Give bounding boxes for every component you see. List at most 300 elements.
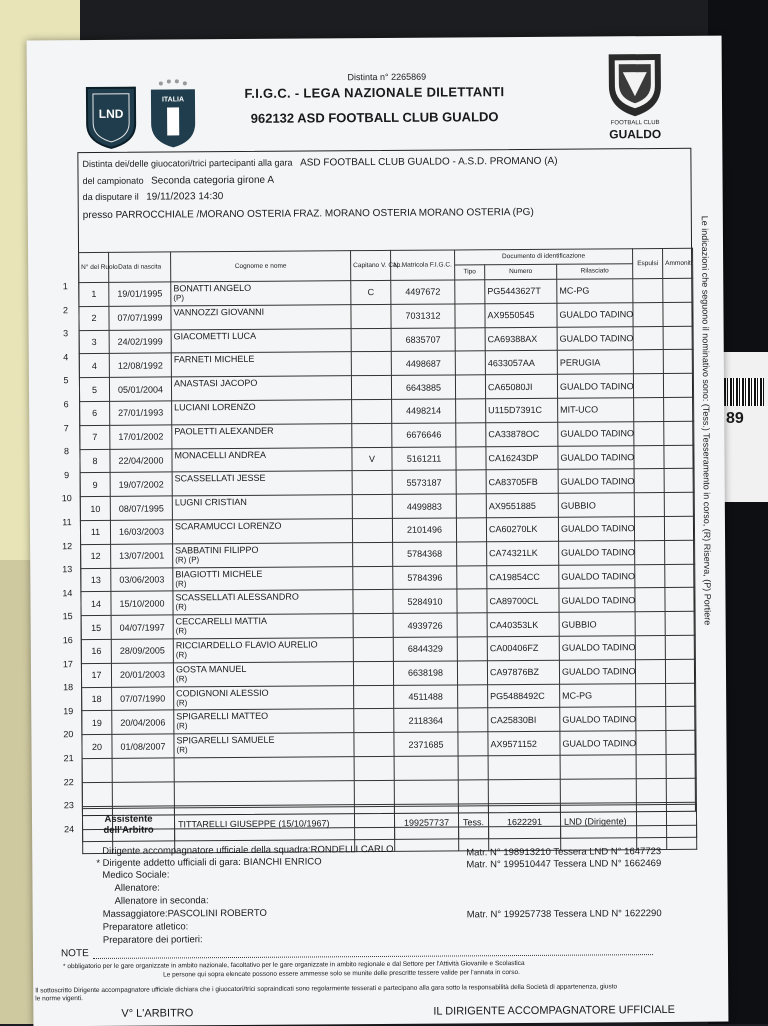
ruolo-cell: 2 [79, 306, 109, 330]
expelled-cell [634, 516, 664, 540]
doc-issuer-cell [560, 778, 636, 802]
name-cell [173, 566, 353, 591]
expelled-cell [633, 350, 663, 374]
note-label: NOTE [60, 948, 89, 960]
col-tipo: Tipo [455, 265, 485, 280]
doc-type-cell [457, 542, 487, 566]
doc-number-cell [488, 755, 560, 779]
doc-issuer-cell: GUALDO TADINO [559, 540, 635, 564]
matricola-cell: 6835707 [391, 328, 455, 352]
birth-date-cell: 20/04/2006 [112, 710, 174, 734]
distinta-number: Distinta n° 2265869 [347, 71, 427, 83]
matricola-cell: 6643885 [391, 375, 455, 399]
doc-number-cell: AX9550545 [485, 303, 557, 327]
player-name: SCASSELLATI ALESSANDRO [175, 591, 299, 603]
birth-date-cell: 07/07/1999 [109, 306, 171, 330]
expelled-cell [636, 707, 666, 731]
player-name: SPIGARELLI MATTEO [176, 711, 269, 722]
name-cell [172, 519, 352, 544]
player-name: FARNETI MICHELE [173, 354, 255, 365]
allenatore: Allenatore: [114, 882, 160, 894]
matricola-cell: 5284910 [393, 589, 457, 613]
col-nome: Cognome e nome [171, 251, 351, 282]
ruolo-cell: 7 [80, 425, 110, 449]
doc-type-cell [457, 565, 487, 589]
doc-type-cell [457, 637, 487, 661]
ruolo-cell: 20 [82, 734, 112, 758]
birth-date-cell: 04/07/1997 [111, 615, 173, 639]
ruolo-cell [82, 782, 112, 806]
name-cell [171, 281, 351, 306]
doc-issuer-cell: GUALDO TADINO [558, 469, 634, 493]
doc-type-cell [455, 351, 485, 375]
margin-row-number: 12 [62, 540, 73, 551]
captain-cell: V [352, 447, 392, 471]
name-cell [174, 757, 354, 782]
expelled-cell [636, 683, 666, 707]
margin-row-number: 9 [64, 469, 70, 480]
ruolo-cell: 18 [82, 687, 112, 711]
captain-cell [353, 614, 393, 638]
player-role: (R) [176, 745, 188, 755]
expelled-cell [634, 397, 664, 421]
venue-value: PARROCCHIALE /MORANO OSTERIA FRAZ. MORANO OSTERIA MORANO OSTERIA (PG) [115, 206, 534, 221]
name-cell [174, 780, 354, 805]
doc-type-cell [456, 446, 486, 470]
name-cell [173, 661, 353, 686]
medico-sociale: Medico Sociale: [102, 869, 170, 881]
matricola-cell: 7031312 [391, 304, 455, 328]
expelled-cell [635, 635, 665, 659]
captain-cell: C [351, 280, 391, 304]
doc-issuer-cell: GUALDO TADINO [557, 374, 633, 398]
player-name: SABBATINI FILIPPO [175, 544, 259, 556]
margin-row-number: 15 [62, 611, 73, 622]
margin-row-number: 2 [62, 304, 68, 315]
margin-row-number: 11 [62, 517, 72, 528]
matricola-cell: 4498687 [391, 351, 455, 375]
doc-issuer-cell: GUBBIO [559, 612, 635, 636]
col-ammoniti: Ammoniti [663, 248, 693, 278]
margin-row-number: 18 [63, 682, 74, 693]
official-signature-label: IL DIRIGENTE ACCOMPAGNATORE UFFICIALE [433, 1003, 676, 1018]
expelled-cell [635, 612, 665, 636]
name-cell [171, 304, 351, 329]
margin-row-number: 7 [63, 422, 69, 433]
date-value: 19/11/2023 14:30 [146, 191, 224, 203]
captain-cell [351, 304, 391, 328]
club-logo-caption: FOOTBALL CLUB [610, 120, 660, 127]
doc-type-cell [458, 779, 488, 803]
ruolo-cell: 5 [79, 378, 109, 402]
doc-issuer-cell: GUALDO TADINO [559, 659, 635, 683]
matricola-cell: 4511488 [394, 684, 458, 708]
matricola-cell: 4939726 [393, 613, 457, 637]
col-capitano: Capitano V. Cap. [351, 250, 391, 280]
player-name: SCARAMUCCI LORENZO [174, 520, 282, 532]
ruolo-cell: 15 [81, 616, 111, 640]
barcode-icon [724, 378, 764, 406]
dirigente-accompagnatore: Dirigente accompagnatore ufficiale della squadra:RONDELLI CARLO [102, 843, 394, 857]
matricola-cell: 6844329 [393, 637, 457, 661]
doc-number-cell: CA69388AX [485, 327, 557, 351]
player-role: (R) [175, 602, 187, 612]
doc-issuer-cell: GUALDO TADINO [560, 707, 636, 731]
name-cell [172, 447, 352, 472]
doc-number-cell: CA33878OC [486, 422, 558, 446]
player-name: LUCIANI LORENZO [174, 401, 256, 413]
declaration-2: le norme vigenti. [35, 995, 83, 1003]
matricola-1: Matr. N° 198913210 Tessera LND N° 1647723 [466, 846, 662, 859]
match-line-3 [83, 191, 224, 203]
booked-cell [666, 707, 696, 731]
doc-issuer-cell: GUALDO TADINO [557, 326, 633, 350]
matricola-cell: 5161211 [392, 447, 456, 471]
expelled-cell [636, 754, 666, 778]
expelled-cell [634, 493, 664, 517]
birth-date-cell: 13/07/2001 [111, 544, 173, 568]
footnote-2: Le persone qui sopra elencate possono essere ammesse solo se munite delle prescritte tessere valide per l'annata in corso. [163, 969, 520, 979]
matricola-cell: 5784368 [393, 542, 457, 566]
birth-date-cell: 22/04/2000 [110, 449, 172, 473]
birth-date-cell: 16/03/2003 [110, 520, 172, 544]
name-cell [173, 542, 353, 567]
federation-title: F.I.G.C. - LEGA NAZIONALE DILETTANTI [244, 84, 505, 101]
margin-row-number: 22 [63, 776, 74, 787]
birth-date-cell: 20/01/2003 [111, 663, 173, 687]
captain-cell [353, 542, 393, 566]
ruolo-cell: 17 [81, 663, 111, 687]
note-line [93, 954, 653, 959]
margin-row-number: 10 [61, 493, 72, 504]
player-role: (R) (P) [175, 555, 200, 565]
doc-number-cell: 4633057AA [485, 351, 557, 375]
birth-date-cell: 05/01/2004 [109, 377, 171, 401]
doc-type-cell [456, 518, 486, 542]
preparatore-atletico: Preparatore atletico: [102, 921, 189, 933]
doc-issuer-cell: GUALDO TADINO [558, 445, 634, 469]
matricola-cell: 5784396 [393, 566, 457, 590]
booked-cell [665, 659, 695, 683]
ruolo-cell: 4 [79, 354, 109, 378]
matricola-3: Matr. N° 199257738 Tessera LND N° 1622290 [466, 908, 662, 921]
margin-row-number: 6 [63, 399, 69, 410]
margin-row-number: 14 [62, 587, 73, 598]
birth-date-cell: 01/08/2007 [112, 734, 174, 758]
doc-issuer-cell: GUBBIO [558, 493, 634, 517]
margin-row-number: 19 [63, 705, 74, 716]
matricola-cell: 4498214 [392, 399, 456, 423]
championship-label: del campionato [82, 175, 144, 187]
captain-cell [353, 661, 393, 685]
assistant-tess: 1622291 [488, 805, 560, 839]
expelled-cell [635, 659, 665, 683]
birth-date-cell: 07/07/1990 [112, 686, 174, 710]
player-role: (R) [175, 650, 188, 660]
match-teams: ASD FOOTBALL CLUB GUALDO - A.S.D. PROMANO (A) [300, 155, 558, 169]
match-sheet [27, 36, 729, 1026]
player-name: PAOLETTI ALEXANDER [174, 425, 274, 437]
birth-date-cell: 08/07/1995 [110, 496, 172, 520]
captain-cell [352, 423, 392, 447]
doc-type-cell [456, 470, 486, 494]
doc-issuer-cell: PERUGIA [557, 350, 633, 374]
referee-signature-label: V° L'ARBITRO [121, 1007, 194, 1020]
player-role [177, 782, 352, 783]
captain-cell [354, 756, 394, 780]
ruolo-cell: 3 [79, 330, 109, 354]
birth-date-cell: 12/08/1992 [109, 353, 171, 377]
assistant-role: LND (Dirigente) [560, 804, 696, 838]
margin-row-number: 16 [62, 635, 73, 646]
captain-cell [352, 518, 392, 542]
footnote-1: * obbligatorio per le gare organizzate in ambito nazionale, facoltativo per le gare organizzate in ambito regionale e dal Settore per l'Attività Giovanile e Scolastica [63, 959, 525, 971]
expelled-cell [633, 279, 663, 303]
doc-issuer-cell: GUALDO TADINO [558, 421, 634, 445]
player-name: GIACOMETTI LUCA [173, 330, 257, 342]
name-cell [172, 495, 352, 520]
ruolo-cell: 19 [82, 711, 112, 735]
birth-date-cell: 24/02/1999 [109, 330, 171, 354]
col-ruolo: N° del Ruolo [79, 252, 109, 282]
match-label: Distinta dei/delle giuocatori/trici partecipanti alla gara [82, 157, 293, 170]
doc-type-cell [455, 375, 485, 399]
birth-date-cell: 19/01/1995 [109, 282, 171, 306]
captain-cell [353, 637, 393, 661]
matricola-cell: 6676646 [392, 423, 456, 447]
birth-date-cell: 03/06/2003 [111, 567, 173, 591]
player-name: LUGNI CRISTIAN [174, 497, 247, 508]
booked-cell [666, 754, 696, 778]
legend-vertical: Le indicazioni che seguono il nominativo sono: (Tess.) Tesseramento in corso, (R) Riserva, (P) Portiere [699, 215, 713, 626]
player-name: BONATTI ANGELO [173, 282, 252, 294]
col-documento: Documento di identificazione [455, 249, 633, 265]
championship-value: Seconda categoria girone A [151, 174, 275, 187]
birth-date-cell: 19/07/2002 [110, 472, 172, 496]
name-cell [173, 590, 353, 615]
player-name: ANASTASI JACOPO [173, 378, 258, 389]
doc-number-cell: CA19854CC [487, 565, 559, 589]
captain-cell [352, 495, 392, 519]
expelled-cell [634, 445, 664, 469]
ruolo-cell: 6 [80, 401, 110, 425]
matricola-cell: 6638198 [393, 661, 457, 685]
ruolo-cell: 8 [80, 449, 110, 473]
captain-cell [351, 376, 391, 400]
ruolo-cell: 9 [80, 473, 110, 497]
doc-number-cell: CA97876BZ [487, 660, 559, 684]
captain-cell [353, 590, 393, 614]
name-cell [174, 733, 354, 758]
player-role: (R) [175, 578, 187, 588]
name-cell [171, 352, 351, 377]
doc-type-cell [455, 280, 485, 304]
margin-row-number: 13 [62, 564, 73, 575]
margin-row-number: 23 [63, 800, 74, 811]
doc-type-cell [455, 304, 485, 328]
doc-number-cell: CA16243DP [486, 446, 558, 470]
player-name: SPIGARELLI SAMUELE [176, 734, 275, 746]
captain-cell [352, 399, 392, 423]
expelled-cell [636, 731, 666, 755]
name-cell [172, 400, 352, 425]
margin-row-number: 24 [64, 823, 75, 834]
expelled-cell [633, 302, 663, 326]
assistant-name: TITTARELLI GIUSEPPE (15/10/1967) [174, 806, 394, 841]
club-title: 962132 ASD FOOTBALL CLUB GUALDO [250, 109, 499, 126]
name-cell [174, 685, 354, 710]
doc-issuer-cell: GUALDO TADINO [559, 564, 635, 588]
doc-number-cell: CA25830BI [488, 708, 560, 732]
doc-issuer-cell: GUALDO TADINO [559, 636, 635, 660]
expelled-cell [635, 564, 665, 588]
doc-type-cell [458, 756, 488, 780]
doc-issuer-cell: GUALDO TADINO [558, 517, 634, 541]
assistant-matricola: 199257737 [394, 806, 458, 839]
name-cell [171, 376, 351, 401]
sticker-number: 89 [726, 410, 744, 427]
doc-number-cell: PG5443627T [485, 279, 557, 303]
massaggiatore: Massaggiatore:PASCOLINI ROBERTO [102, 907, 267, 920]
matricola-cell [394, 780, 458, 804]
preparatore-portieri: Preparatore dei portieri: [102, 934, 203, 946]
player-role: (R) [176, 721, 188, 731]
margin-row-number: 20 [63, 729, 74, 740]
svg-text:LND: LND [98, 106, 124, 121]
doc-number-cell: AX9551885 [486, 493, 558, 517]
assistant-label: Assistente dell'Arbitro [82, 808, 174, 842]
birth-date-cell: 17/01/2002 [110, 425, 172, 449]
club-logo-name: GUALDO [609, 127, 662, 142]
birth-date-cell: 28/09/2005 [111, 639, 173, 663]
player-name: GOSTA MANUEL [175, 663, 247, 675]
allenatore-seconda: Allenatore in seconda: [114, 895, 209, 907]
doc-number-cell: CA65080JI [485, 374, 557, 398]
doc-number-cell [488, 779, 560, 803]
margin-row-number: 1 [62, 281, 68, 292]
assistant-tess-label: Tess. [458, 806, 488, 839]
birth-date-cell [112, 758, 174, 782]
doc-number-cell: CA74321LK [487, 541, 559, 565]
player-name: VANNOZZI GIOVANNI [173, 306, 265, 318]
ruolo-cell: 11 [80, 520, 110, 544]
doc-type-cell [458, 732, 488, 756]
doc-issuer-cell: MC-PG [560, 683, 636, 707]
dirigente-addetto: * Dirigente addetto ufficiali di gara: BIANCHI ENRICO [96, 856, 322, 869]
name-cell [174, 709, 354, 734]
margin-row-number: 3 [63, 328, 69, 339]
player-role: (R) [175, 626, 187, 636]
doc-type-cell [458, 708, 488, 732]
expelled-cell [633, 326, 663, 350]
player-name: CECCARELLI MATTIA [175, 615, 268, 627]
margin-row-number: 5 [63, 375, 69, 386]
expelled-cell [634, 421, 664, 445]
captain-cell [354, 733, 394, 757]
booked-cell [666, 778, 696, 802]
player-role [177, 758, 352, 759]
doc-type-cell [457, 613, 487, 637]
birth-date-cell: 15/10/2000 [111, 591, 173, 615]
name-cell [172, 423, 352, 448]
expelled-cell [634, 469, 664, 493]
venue-label: presso [82, 209, 113, 222]
players-table [78, 248, 697, 854]
matricola-cell: 4499883 [392, 494, 456, 518]
match-line-2 [83, 175, 275, 187]
name-cell [171, 328, 351, 353]
ruolo-cell: 1 [79, 282, 109, 306]
booked-cell [666, 683, 696, 707]
matricola-cell: 4497672 [391, 280, 455, 304]
ruolo-cell: 12 [81, 544, 111, 568]
col-nascita: Data di nascita [109, 252, 171, 282]
doc-number-cell: PG5488492C [488, 684, 560, 708]
player-name: SCASSELLATI JESSE [174, 473, 266, 484]
captain-cell [354, 780, 394, 804]
player-role: (R) [175, 674, 188, 684]
margin-row-number: 8 [63, 446, 69, 457]
name-cell [173, 638, 353, 663]
doc-number-cell: AX9571152 [488, 731, 560, 755]
captain-cell [352, 471, 392, 495]
player-name: RICCIARDELLO FLAVIO AURELIO [175, 639, 318, 651]
doc-issuer-cell: MC-PG [557, 279, 633, 303]
player-name: BIAGIOTTI MICHELE [175, 568, 263, 579]
doc-type-cell [456, 423, 486, 447]
barcode-sticker [720, 352, 768, 502]
doc-number-cell: CA00406FZ [487, 636, 559, 660]
ruolo-cell: 10 [80, 497, 110, 521]
doc-type-cell [456, 494, 486, 518]
matricola-cell: 2118364 [394, 708, 458, 732]
date-label: da disputare il [82, 191, 139, 203]
ruolo-cell: 13 [81, 568, 111, 592]
player-role: (R) [176, 697, 188, 707]
doc-type-cell [457, 589, 487, 613]
captain-cell [351, 328, 391, 352]
assistant-table [82, 804, 697, 842]
expelled-cell [635, 588, 665, 612]
booked-cell [666, 730, 696, 754]
col-matricola: N. Matricola F.I.G.C. [391, 250, 455, 280]
player-name: MONACELLI ANDREA [174, 449, 267, 460]
margin-row-number: 4 [63, 351, 69, 362]
col-rilasciato: Rilasciato [557, 264, 633, 280]
doc-type-cell [458, 684, 488, 708]
ruolo-cell: 14 [81, 592, 111, 616]
player-role: (P) [173, 293, 185, 303]
expelled-cell [635, 540, 665, 564]
doc-issuer-cell [560, 755, 636, 779]
captain-cell [354, 709, 394, 733]
expelled-cell [636, 778, 666, 802]
doc-issuer-cell: GUALDO TADINO [559, 588, 635, 612]
col-numero: Numero [485, 264, 557, 280]
player-name: CODIGNONI ALESSIO [176, 687, 269, 698]
name-cell [173, 614, 353, 639]
doc-number-cell: CA40353LK [487, 612, 559, 636]
margin-row-number: 17 [62, 658, 73, 669]
birth-date-cell [112, 782, 174, 806]
matricola-cell: 5573187 [392, 470, 456, 494]
doc-number-cell: CA60270LK [486, 517, 558, 541]
matricola-cell: 2101496 [392, 518, 456, 542]
matricola-cell [394, 756, 458, 780]
margin-row-number: 21 [63, 753, 74, 764]
ruolo-cell: 16 [81, 639, 111, 663]
doc-type-cell [456, 399, 486, 423]
